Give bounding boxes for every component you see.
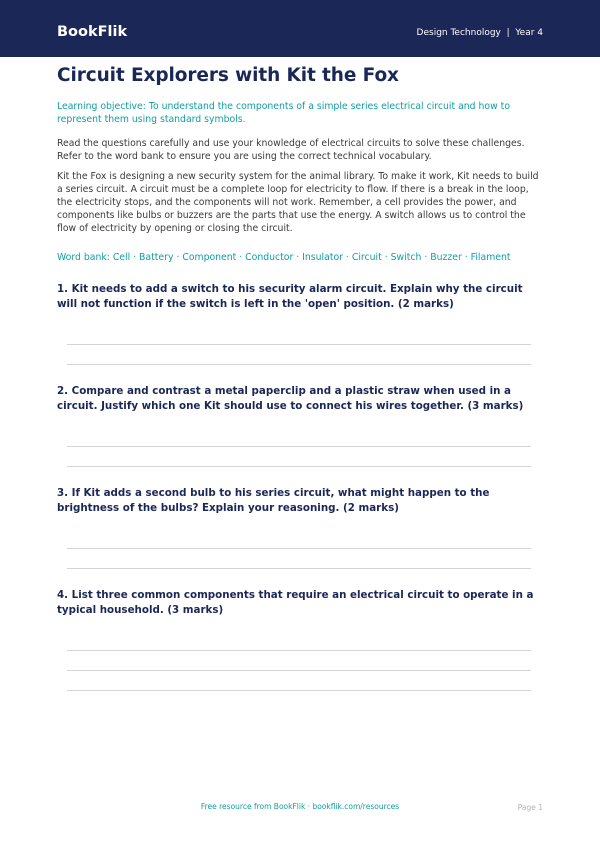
question-2: 2. Compare and contrast a metal paperclip and a plastic straw when used in a circuit. Justify which one Kit should use to connect his wires together. (3 marks) [57, 385, 524, 412]
header-bar [0, 0, 600, 57]
answer-line[interactable] [67, 364, 531, 365]
page-title: Circuit Explorers with Kit the Fox [57, 65, 399, 86]
answer-line[interactable] [67, 466, 531, 467]
brand-logo[interactable]: BookFlik [57, 24, 128, 40]
answer-line[interactable] [67, 670, 531, 671]
answer-line[interactable] [67, 548, 531, 549]
question-1: 1. Kit needs to add a switch to his security alarm circuit. Explain why the circuit will not function if the switch is left in the 'open' position. (2 marks) [57, 283, 523, 310]
subject-label: Design Technology | Year 4 [416, 28, 543, 38]
question-4: 4. List three common components that require an electrical circuit to operate in a typical household. (3 marks) [57, 589, 534, 616]
instructions-text: Read the questions carefully and use your knowledge of electrical circuits to solve these challenges. Refer to the word bank to ensure you are using the correct technical vocabulary. [57, 138, 525, 162]
answer-line[interactable] [67, 690, 531, 691]
word-bank: Word bank: Cell · Battery · Component · Conductor · Insulator · Circuit · Switch · Buzzer · Filament [57, 252, 511, 263]
answer-line[interactable] [67, 650, 531, 651]
answer-line[interactable] [67, 446, 531, 447]
footer-resource-link[interactable]: Free resource from BookFlik · bookflik.com/resources [200, 802, 400, 811]
answer-line[interactable] [67, 344, 531, 345]
question-3: 3. If Kit adds a second bulb to his series circuit, what might happen to the brightness of the bulbs? Explain your reasoning. (2 marks) [57, 487, 490, 514]
answer-line[interactable] [67, 568, 531, 569]
learning-objective: Learning objective: To understand the components of a simple series electrical circuit and how to represent them using standard symbols. [57, 101, 511, 125]
story-text: Kit the Fox is designing a new security system for the animal library. To make it work, Kit needs to build a series circuit. A circuit must be a complete loop for electricity to flow. If there is a break in the loop, the electricity stops, and the components will not work. Remember, a cell provides the power, and components like bulbs or buzzers are the parts that use the energy. A switch allows us to control the flow of electricity by opening or closing the circuit. [57, 171, 539, 234]
page-number: Page 1 [517, 803, 543, 812]
